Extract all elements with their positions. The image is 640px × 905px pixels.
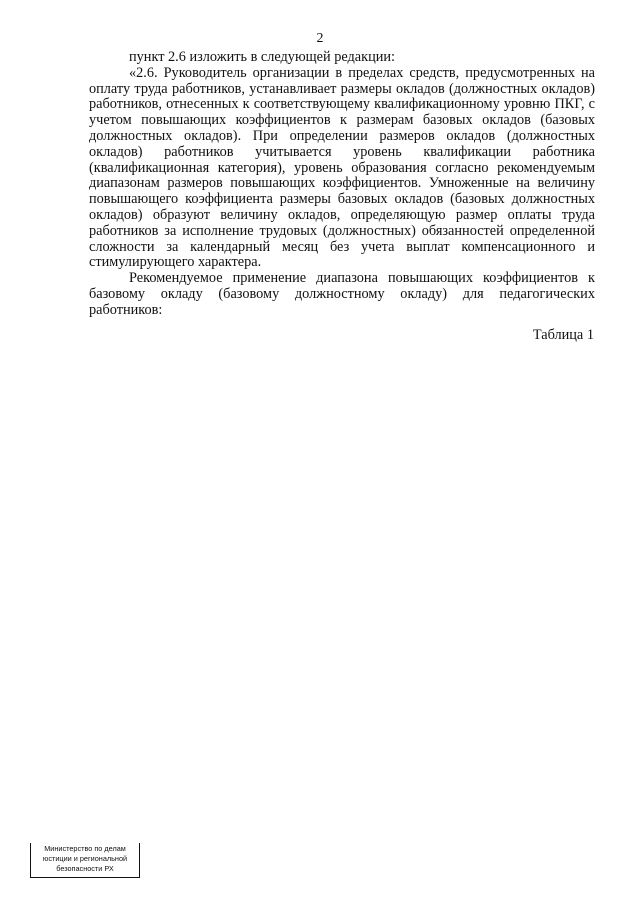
- intro-paragraph: пункт 2.6 изложить в следующей редакции:: [129, 49, 396, 65]
- stamp-line-2: юстиции и региональной: [42, 853, 128, 863]
- stamp-line-1: Министерство по делам: [44, 844, 126, 853]
- recommendation-paragraph: Рекомендуемое применение диапазона повышающих коэффициентов к базовому окладу (базовому должностному окладу) для педагогических работников:: [89, 270, 595, 318]
- ministry-stamp: [30, 843, 140, 878]
- table-caption: Таблица 1: [532, 327, 594, 343]
- stamp-line-3: безопасности РХ: [56, 863, 114, 873]
- page-number: 2: [316, 31, 324, 46]
- document-body: [89, 50, 595, 319]
- clause-2-6-paragraph: «2.6. Руководитель организации в пределах средств, предусмотренных на оплату труда работников, устанавливает размеры окладов (должностных окладов) работников, отнесенных к соответствующему квалификационному уровню ПКГ, с учетом повышающих коэффициентов к размерам базовых окладов (базовых должностных окладов). При определении размеров окладов (должностных окладов) работников учитывается уровень квалификации работника (квалификационная категория), уровень образования согласно рекомендуемым диапазонам размеров повышающих коэффициентов. Умноженные на величину повышающего коэффициента размеры базовых окладов (базовых должностных окладов) образуют величину окладов, определяющую размер оплаты труда работников за исполнение трудовых (должностных) обязанностей определенной сложности за календарный месяц без учета выплат компенсационного и стимулирующего характера.: [89, 64, 595, 271]
